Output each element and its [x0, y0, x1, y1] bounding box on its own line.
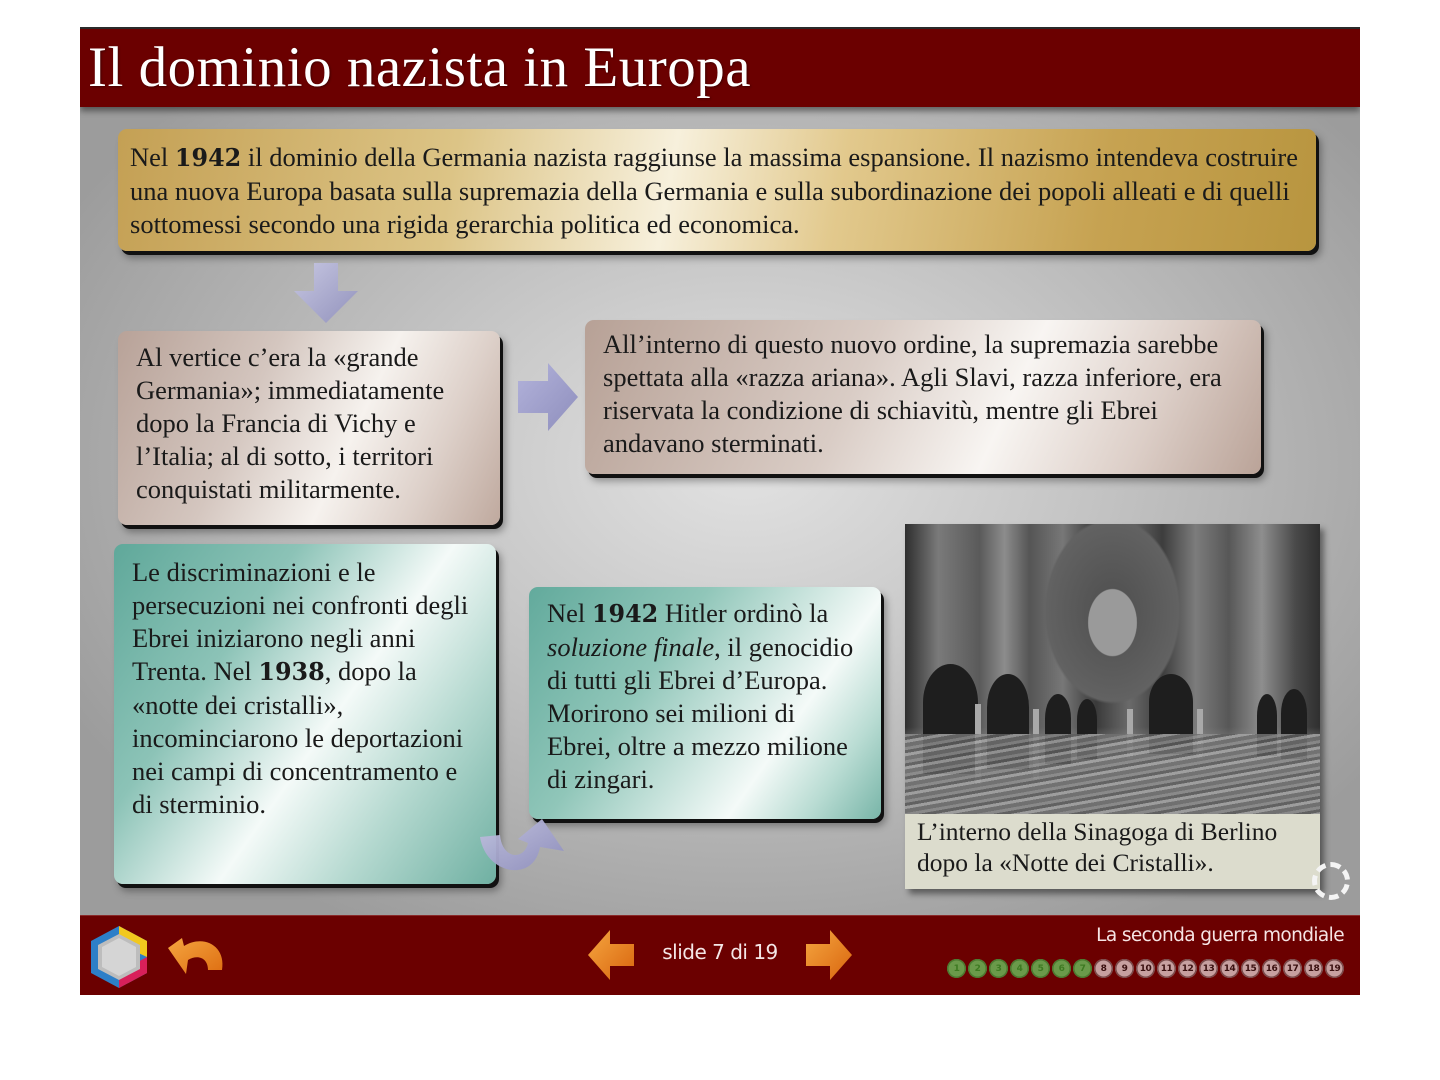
slide-dot-4[interactable]: 4: [1010, 959, 1029, 978]
slide-progress-dots: [947, 959, 1344, 978]
photo-card: [905, 524, 1320, 889]
slide-dot-14[interactable]: 14: [1220, 959, 1239, 978]
final-solution-text-pre: Nel: [547, 598, 592, 628]
curved-arrow-icon: [478, 817, 568, 881]
persecutions-text-pre: Le discriminazioni e le persecuzioni nei confronti degli Ebrei iniziarono negli anni Trenta. Nel: [132, 557, 469, 686]
final-solution-year: 1942: [591, 600, 659, 628]
final-solution-text-post: , il genocidio di tutti gli Ebrei d’Europa. Morirono sei milioni di Ebrei, oltre a mezzo milione di zingari.: [547, 632, 854, 794]
hierarchy-text: Al vertice c’era la «grande Germania»; immediatamente dopo la Francia di Vichy e l’Italia; al di sotto, i territori conquistati militarmente.: [136, 342, 445, 504]
slide-dot-19[interactable]: 19: [1325, 959, 1344, 978]
synagogue-photo: [905, 524, 1320, 814]
slide-dot-17[interactable]: 17: [1283, 959, 1302, 978]
slide-dot-12[interactable]: 12: [1178, 959, 1197, 978]
title-bar: [80, 27, 1360, 107]
persecutions-text-post: , dopo la «notte dei cristalli», incominciarono le deportazioni nei campi di concentramento e di sterminio.: [132, 656, 464, 819]
race-order-box: [585, 320, 1261, 474]
photo-caption: L’interno della Sinagoga di Berlino dopo la «Notte dei Cristalli».: [917, 817, 1278, 877]
slide-dot-13[interactable]: 13: [1199, 959, 1218, 978]
arrow-right-icon[interactable]: [804, 928, 854, 982]
slide-dot-16[interactable]: 16: [1262, 959, 1281, 978]
slide-counter: slide 7 di 19: [662, 940, 778, 964]
arrow-right-icon: [516, 361, 580, 433]
slide-dot-5[interactable]: 5: [1031, 959, 1050, 978]
slide-dot-7[interactable]: 7: [1073, 959, 1092, 978]
course-title: La seconda guerra mondiale: [1096, 925, 1344, 946]
undo-arrow-icon[interactable]: [164, 930, 228, 980]
hexagon-logo-icon[interactable]: [86, 924, 152, 990]
slide-dot-10[interactable]: 10: [1136, 959, 1155, 978]
slide-dot-8[interactable]: 8: [1094, 959, 1113, 978]
page-title: Il dominio nazista in Europa: [88, 36, 752, 99]
persecutions-year: 1938: [258, 658, 325, 686]
footer-nav: [80, 915, 1360, 995]
intro-box: [118, 129, 1316, 251]
persecutions-box: [114, 544, 496, 884]
intro-text-post: il dominio della Germania nazista raggiunse la massima espansione. Il nazismo intendeva costruire una nuova Europa basata sulla supremazia della Germania e sulla subordinazione dei popoli alleati e di quelli sottomessi secondo una rigida gerarchia politica ed economica.: [130, 142, 1299, 239]
slide-dot-15[interactable]: 15: [1241, 959, 1260, 978]
final-solution-box: [529, 587, 881, 819]
slide: [80, 27, 1360, 995]
intro-text-pre: Nel: [130, 142, 175, 172]
slide-dot-2[interactable]: 2: [968, 959, 987, 978]
slide-dot-18[interactable]: 18: [1304, 959, 1323, 978]
arrow-down-icon: [290, 261, 362, 325]
slide-dot-6[interactable]: 6: [1052, 959, 1071, 978]
slide-dot-1[interactable]: 1: [947, 959, 966, 978]
intro-year: 1942: [174, 144, 242, 172]
final-solution-text-mid: Hitler ordinò la: [658, 598, 829, 628]
slide-dot-11[interactable]: 11: [1157, 959, 1176, 978]
hierarchy-box: [118, 331, 500, 525]
slide-dot-9[interactable]: 9: [1115, 959, 1134, 978]
arrow-left-icon[interactable]: [586, 928, 636, 982]
final-solution-term: soluzione finale: [547, 632, 715, 662]
race-order-text: All’interno di questo nuovo ordine, la supremazia sarebbe spettata alla «razza ariana». Agli Slavi, razza inferiore, era riservata la condizione di schiavitù, mentre gli Ebrei andavano sterminati.: [603, 329, 1222, 458]
loading-spinner-icon: [1312, 862, 1350, 900]
slide-dot-3[interactable]: 3: [989, 959, 1008, 978]
